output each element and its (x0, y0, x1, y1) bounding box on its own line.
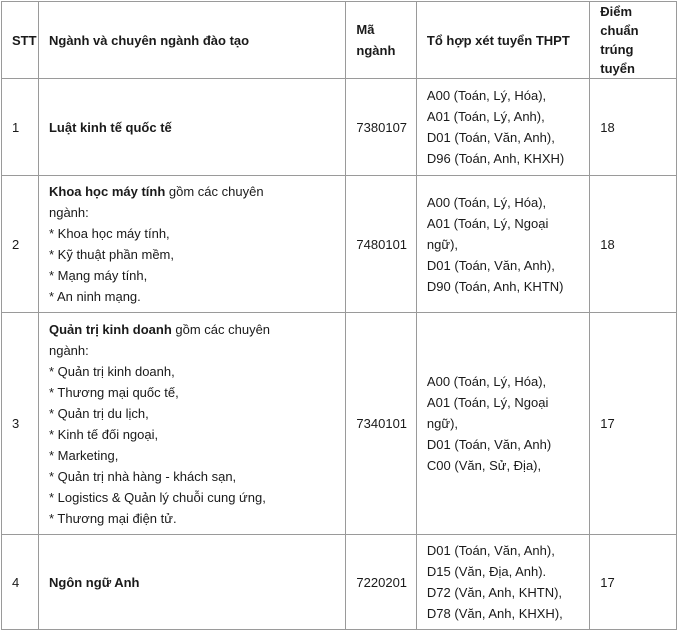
major-name: Quản trị kinh doanh (48, 321, 172, 337)
row-combos (416, 79, 589, 176)
major-name-suffix: gồm các chuyên (171, 321, 271, 337)
major-name: Khoa học máy tính (48, 184, 166, 199)
combo-item: D01 (Toán, Văn, Anh), (426, 130, 555, 145)
row-score: 18 (590, 79, 677, 176)
specialization-item: * Khoa học máy tính, (48, 226, 170, 241)
specialization-item: * Kỹ thuật phần mềm, (48, 247, 174, 262)
row-major (38, 535, 345, 630)
combo-item: C00 (Văn, Sử, Địa), (426, 458, 542, 473)
row-combos (416, 176, 589, 313)
combo-item: D15 (Văn, Địa, Anh). (426, 564, 547, 579)
table-row (2, 535, 677, 630)
row-code: 7220201 (346, 535, 417, 630)
row-code: 7340101 (346, 313, 417, 535)
specialization-item: * Mạng máy tính, (48, 268, 148, 283)
table-row (2, 176, 677, 313)
specialization-item: * Logistics & Quản lý chuỗi cung ứng, (48, 489, 266, 505)
major-name: Luật kinh tế quốc tế (48, 119, 172, 135)
header-code-line2: ngành (356, 43, 396, 58)
header-row (2, 2, 677, 79)
table-row (2, 79, 677, 176)
combo-item: D01 (Toán, Văn, Anh), (426, 543, 555, 558)
header-score-line2: chuẩn (600, 23, 639, 38)
header-score-line3: trúng tuyển (600, 42, 635, 76)
major-name-line (49, 319, 335, 340)
table-row (2, 313, 677, 535)
combo-item: A00 (Toán, Lý, Hóa), (426, 88, 547, 103)
combo-item: A01 (Toán, Lý, Ngoại (426, 395, 549, 410)
header-stt: STT (2, 2, 39, 79)
specialization-item: * Thương mại quốc tế, (48, 384, 179, 400)
header-code-line1: Mã (356, 22, 375, 37)
combo-item: D96 (Toán, Anh, KHXH) (426, 151, 565, 166)
row-major (38, 176, 345, 313)
specialization-item: * An ninh mạng. (48, 289, 141, 304)
combo-item: A01 (Toán, Lý, Anh), (426, 109, 545, 124)
row-major (38, 79, 345, 176)
row-score: 17 (590, 535, 677, 630)
combo-item: D72 (Văn, Anh, KHTN), (426, 585, 563, 600)
combo-item: D90 (Toán, Anh, KHTN) (426, 278, 564, 294)
combo-item: ngữ), (426, 236, 459, 252)
row-code: 7480101 (346, 176, 417, 313)
header-major: Ngành và chuyên ngành đào tạo (38, 2, 345, 79)
combo-item: A01 (Toán, Lý, Ngoại (426, 215, 549, 231)
row-major (38, 313, 345, 535)
specialization-item: * Quản trị nhà hàng - khách sạn, (48, 468, 237, 484)
row-combos (416, 535, 589, 630)
header-score-line1: Điểm (600, 4, 633, 19)
header-score (590, 2, 677, 79)
specialization-item: * Quản trị kinh doanh, (48, 363, 175, 379)
specialization-item: * Quản trị du lịch, (48, 405, 149, 421)
header-combos: Tổ hợp xét tuyển THPT (416, 2, 589, 79)
major-name: Ngôn ngữ Anh (48, 574, 140, 590)
combo-item: A00 (Toán, Lý, Hóa), (426, 374, 547, 389)
specialization-item: * Thương mại điện tử. (48, 510, 177, 526)
header-code (346, 2, 417, 79)
specialization-item: * Marketing, (48, 447, 119, 463)
row-code: 7380107 (346, 79, 417, 176)
combo-item: D01 (Toán, Văn, Anh) (426, 437, 552, 452)
combo-item: A00 (Toán, Lý, Hóa), (426, 194, 547, 210)
specialization-item: * Kinh tế đối ngoại, (48, 426, 159, 442)
row-score: 18 (590, 176, 677, 313)
major-name-line2: ngành: (48, 342, 89, 358)
row-stt: 1 (2, 79, 39, 176)
row-stt: 2 (2, 176, 39, 313)
admission-score-table (1, 1, 677, 630)
major-name-suffix: gồm các chuyên (165, 184, 264, 199)
row-stt: 4 (2, 535, 39, 630)
major-name-line2: ngành: (48, 205, 89, 220)
row-stt: 3 (2, 313, 39, 535)
row-score: 17 (590, 313, 677, 535)
major-name-line (49, 181, 335, 202)
row-combos (416, 313, 589, 535)
combo-item: D01 (Toán, Văn, Anh), (426, 257, 555, 273)
combo-item: D78 (Văn, Anh, KHXH), (426, 606, 563, 621)
combo-item: ngữ), (426, 416, 459, 431)
